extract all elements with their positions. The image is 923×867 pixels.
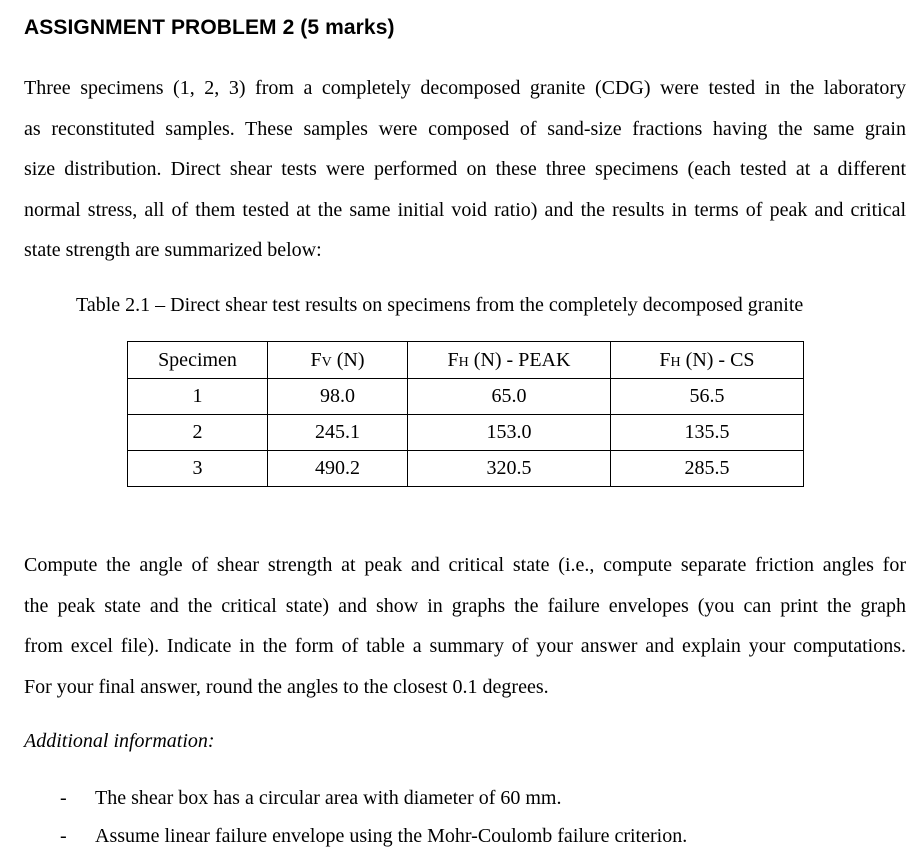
fh-symbol: F — [447, 348, 459, 371]
intro-line: normal stress, all of them tested at the same initial void ratio) and the results in terms of peak and critical — [24, 198, 906, 221]
results-table — [127, 341, 804, 487]
table-row — [128, 379, 804, 415]
task-paragraph — [24, 545, 906, 707]
task-line: For your final answer, round the angles to the closest 0.1 degrees. — [24, 675, 549, 698]
table-caption: Table 2.1 – Direct shear test results on specimens from the completely decomposed granite — [76, 294, 804, 316]
fv-subscript: V — [321, 354, 332, 370]
fv-unit: (N) — [331, 348, 365, 371]
fh-cs-unit: (N) - CS — [680, 348, 755, 371]
task-line: the peak state and the critical state) and show in graphs the failure envelopes (you can print the graph — [24, 594, 906, 617]
cell-fh-peak: 65.0 — [408, 379, 611, 415]
additional-info-label: Additional information: — [24, 730, 215, 752]
cell-fh-peak: 153.0 — [408, 415, 611, 451]
intro-line: size distribution. Direct shear tests were performed on these three specimens (each tested at a different — [24, 158, 906, 180]
intro-line: as reconstituted samples. These samples were composed of sand-size fractions having the same grain — [24, 117, 906, 140]
intro-line: state strength are summarized below: — [24, 239, 322, 261]
table-row — [128, 451, 804, 487]
header-fv — [268, 342, 408, 379]
task-line: from excel file). Indicate in the form of table a summary of your answer and explain your computations. — [24, 635, 906, 657]
table-row — [128, 415, 804, 451]
header-specimen: Specimen — [128, 342, 268, 379]
intro-line: Three specimens (1, 2, 3) from a completely decomposed granite (CDG) were tested in the laboratory — [24, 77, 906, 99]
cell-fh-cs: 56.5 — [611, 379, 804, 415]
cell-fh-cs: 135.5 — [611, 415, 804, 451]
list-item — [60, 785, 687, 823]
fh-peak-unit: (N) - PEAK — [468, 348, 571, 371]
bullet-dash: - — [60, 825, 67, 847]
fh-symbol: F — [659, 348, 671, 371]
cell-fh-peak: 320.5 — [408, 451, 611, 487]
bullet-dash: - — [60, 787, 67, 809]
header-fh-peak — [408, 342, 611, 379]
cell-fv: 98.0 — [268, 379, 408, 415]
cell-fv: 490.2 — [268, 451, 408, 487]
cell-fv: 245.1 — [268, 415, 408, 451]
fh-subscript: H — [670, 354, 681, 370]
fh-subscript: H — [458, 354, 469, 370]
list-item — [60, 823, 687, 861]
additional-info-list — [60, 785, 687, 861]
task-line: Compute the angle of shear strength at peak and critical state (i.e., compute separate friction angles for — [24, 554, 906, 576]
cell-specimen: 2 — [128, 415, 268, 451]
fv-symbol: F — [310, 348, 322, 371]
cell-specimen: 3 — [128, 451, 268, 487]
list-item-text: The shear box has a circular area with diameter of 60 mm. — [95, 787, 562, 809]
header-fh-cs — [611, 342, 804, 379]
assignment-heading: ASSIGNMENT PROBLEM 2 (5 marks) — [24, 16, 395, 39]
cell-fh-cs: 285.5 — [611, 451, 804, 487]
table-header-row — [128, 342, 804, 379]
list-item-text: Assume linear failure envelope using the Mohr-Coulomb failure criterion. — [95, 825, 688, 847]
cell-specimen: 1 — [128, 379, 268, 415]
intro-paragraph — [24, 68, 906, 271]
